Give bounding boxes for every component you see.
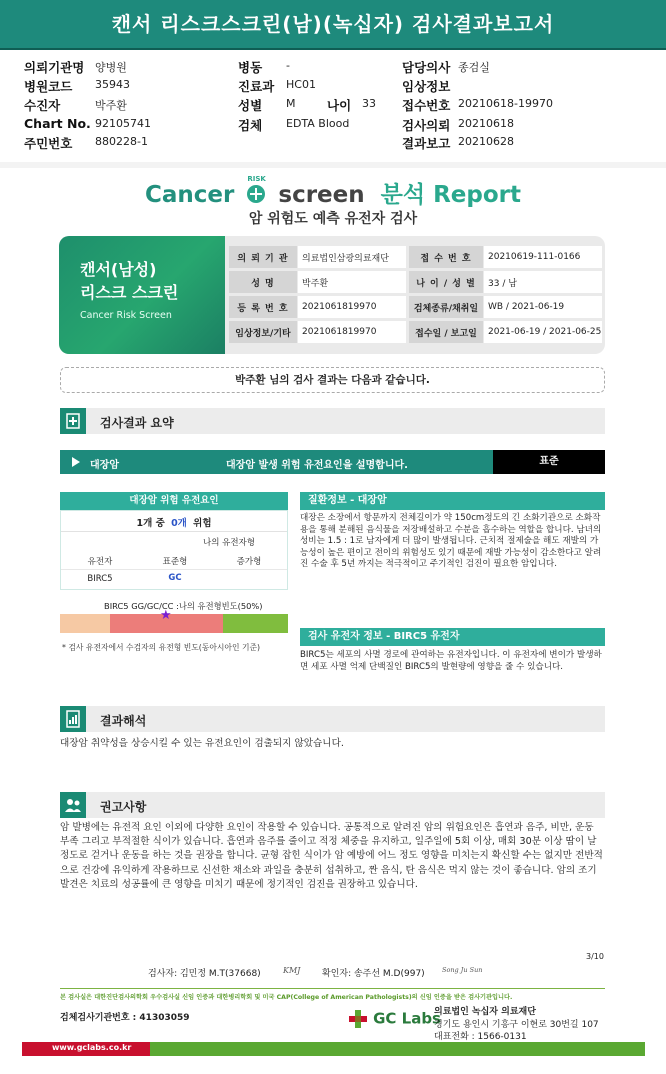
interpretation-text: 대장암 취약성을 상승시킬 수 있는 유전요인이 검출되지 않았습니다. (60, 738, 344, 749)
people-icon (60, 792, 86, 818)
band-cancer-name: 대장암 (90, 460, 119, 471)
logo-screen: screen (278, 182, 365, 208)
card-value-institution: 의료법인삼광의료재단 (298, 246, 406, 268)
value-sex: M (286, 97, 296, 110)
card-value-name: 박주환 (298, 271, 406, 293)
gene-column-label: 유전자 (87, 557, 113, 567)
label-report-date: 결과보고 (402, 136, 451, 151)
logo-risk-icon (246, 175, 266, 204)
value-receipt-no: 20210618-19970 (458, 97, 553, 110)
accreditation-note: 본 검사실은 대한진단검사의학회 우수검사실 신임 인증과 대한병리학회 및 미국 CAP(College of American Pathologists)의 신임 인증을 받은 검사기관입니다. (60, 994, 513, 1001)
disease-info-title: 질환정보 - 대장암 (300, 492, 605, 510)
header-info (0, 50, 666, 162)
card-label-age-sex: 나 이 / 성 별 (409, 271, 483, 293)
section-summary (60, 408, 605, 434)
risk-count-pre: 1개 중 (136, 518, 165, 529)
confirmer-signature: Song Ju Sun (442, 966, 483, 974)
risk-count-post: 위험 (193, 518, 212, 529)
url-band (22, 1042, 150, 1056)
label-resident-no: 주민번호 (24, 136, 73, 151)
value-age: 33 (362, 97, 376, 110)
label-doctor: 담당의사 (402, 60, 451, 75)
card-label-specimen: 검체종류/채취일 (409, 296, 483, 318)
risk-row-divider (61, 569, 287, 570)
card-value-clinical: 2021061819970 (298, 321, 406, 343)
gene-info-text: BIRC5는 세포의 사멸 경로에 관여하는 유전자입니다. 이 유전자에 변이가 발생하면 세포 사멸 억제 단백질인 BIRC5의 발현량에 영향을 줄 수 있습니다. (300, 650, 602, 672)
card-label-institution: 의 뢰 기 관 (229, 246, 297, 268)
risk-count (61, 515, 287, 529)
institution-number: 검체검사기관번호 : 41303059 (60, 1013, 190, 1023)
section-advice (60, 792, 605, 818)
label-ward: 병동 (238, 60, 263, 75)
value-report-date: 20210628 (458, 135, 514, 148)
tester: 검사자: 김민정 M.T(37668) (148, 969, 261, 979)
clipboard-plus-icon (60, 408, 86, 434)
logo-cancer: Cancer (144, 182, 235, 208)
frequency-footnote: * 검사 유전자에서 수검자의 유전형 빈도(동아시아인 기준) (62, 643, 261, 652)
value-request-date: 20210618 (458, 117, 514, 130)
band-description: 대장암 발생 위험 유전요인을 설명합니다. (226, 460, 408, 471)
card-label-receipt: 접 수 번 호 (409, 246, 483, 268)
section-summary-title: 검사결과 요약 (100, 416, 174, 430)
value-resident-no: 880228-1 (95, 135, 148, 148)
website-link[interactable]: www.gclabs.co.kr (52, 1043, 132, 1052)
card-value-dates: 2021-06-19 / 2021-06-25 (484, 321, 602, 343)
star-icon: ★ (160, 608, 172, 623)
result-intro: 박주환 님의 검사 결과는 다음과 같습니다. (60, 367, 605, 393)
org-address: 경기도 용인시 기흥구 이현로 30번길 107 (434, 1020, 599, 1030)
org-phone: 대표전화 : 1566-0131 (434, 1032, 527, 1042)
label-sex: 성별 (238, 98, 263, 113)
genotype-value: GC (168, 573, 182, 583)
label-chart-no: Chart No. (24, 116, 91, 131)
freq-bar-cc (223, 614, 288, 633)
frequency-label: BIRC5 GG/GC/CC :나의 유전형빈도(50%) (104, 601, 263, 611)
card-value-specimen: WB / 2021-06-19 (484, 296, 602, 318)
panel-title-line2: 리스크 스크린 (80, 283, 179, 302)
label-department: 진료과 (238, 79, 275, 94)
cancer-screen-logo (0, 176, 666, 209)
label-request-date: 검사의뢰 (402, 118, 451, 133)
value-hospital-code: 35943 (95, 78, 130, 91)
document-chart-icon (60, 706, 86, 732)
increased-column-label: 증가형 (236, 557, 262, 567)
gene-name: BIRC5 (87, 574, 113, 584)
value-department: HC01 (286, 78, 316, 91)
value-institution: 양병원 (95, 61, 127, 74)
advice-text: 암 발병에는 유전적 요인 이외에 다양한 요인이 작용할 수 있습니다. 공통적으로 알려진 암의 위험요인은 흡연과 음주, 비만, 운동 부족 그리고 부적절한 식이가 있습니다. 흡연과 음주를 줄이고 적정 체중을 유지하고, 일주일에 5회 이상, 매회 30분 이상 땀이 날 정도로 걷거나 운동을 하는 것을 권장을 합니다. 균형 잡힌 식이가 암 예방에 어느 정도 영향을 미치는지 확신할 수는 없지만 전반적으로 건강에 유익하게 작용하므로 신선한 채소와 과일을 충분히 섭취하고, 짠 음식, 탄 음식은 먹지 않는 것이 좋습니다. 암의 조기발견은 치료의 성공률에 큰 영향을 미치기 때문에 정기적인 검진을 권장하고 있습니다. (60, 822, 603, 890)
card-value-receipt: 20210619-111-0166 (484, 246, 602, 268)
report-subtitle: 암 위험도 예측 유전자 검사 (248, 211, 418, 227)
label-clinical-info: 임상정보 (402, 79, 451, 94)
value-doctor: 종검실 (458, 61, 490, 74)
gene-info-title: 검사 유전자 정보 - BIRC5 유전자 (300, 628, 605, 646)
card-label-reg-no: 등 록 번 호 (229, 296, 297, 318)
freq-bar-gg (60, 614, 110, 633)
value-ward: - (286, 59, 290, 72)
risk-count-num: 0개 (171, 518, 187, 529)
report-title: 캔서 리스크스크린(남)(녹십자) 검사결과보고서 (0, 0, 666, 50)
value-chart-no: 92105741 (95, 117, 151, 130)
confirmer: 확인자: 송주선 M.D(997) (322, 969, 425, 979)
label-age: 나이 (327, 98, 352, 113)
label-patient: 수진자 (24, 98, 61, 113)
gc-labs-text: GC Labs (373, 1009, 441, 1028)
panel-title-line1: 캔서(남성) (80, 260, 157, 279)
gc-labs-logo (348, 1008, 441, 1029)
logo-risk: RISK (247, 175, 266, 183)
cancer-band (60, 450, 493, 474)
card-label-name: 성 명 (229, 271, 297, 293)
section-interpretation-title: 결과해석 (100, 714, 147, 728)
card-label-dates: 접수일 / 보고일 (409, 321, 483, 343)
label-receipt-no: 접수번호 (402, 98, 451, 113)
tester-signature: KMJ (283, 966, 301, 975)
card-value-age-sex: 33 / 남 (484, 271, 602, 293)
risk-title: 대장암 위험 유전요인 (60, 492, 288, 510)
section-advice-title: 권고사항 (100, 800, 147, 814)
value-patient: 박주환 (95, 99, 127, 112)
panel-subtitle: Cancer Risk Screen (80, 310, 172, 321)
risk-row-divider (61, 531, 287, 532)
footer-green-band (150, 1042, 645, 1056)
label-specimen: 검체 (238, 118, 263, 133)
disease-info-text: 대장은 소장에서 항문까지 전체길이가 약 150cm정도의 긴 소화기관으로 소화작용을 통해 분해된 음식물을 저장배설하고 수분을 흡수하는 역할을 합니다. 남녀의 성비는 1.5 : 1로 남자에게 더 많이 발생됩니다. 근치적 절제술을 해도 재발의 가능성이 높은 편이고 전이의 위험성도 있기 때문에 재발 가능성이 감소한다고 알려진 수술 후 5년 까지는 적극적이고 주기적인 검진이 필요한 암입니다. (300, 513, 602, 569)
value-specimen: EDTA Blood (286, 117, 350, 130)
standard-column-label: 표준형 (162, 557, 188, 567)
label-institution: 의뢰기관명 (24, 60, 85, 75)
label-hospital-code: 병원코드 (24, 79, 73, 94)
section-interpretation (60, 706, 605, 732)
my-genotype-label: 나의 유전자형 (203, 538, 255, 548)
footer-divider (60, 988, 605, 989)
card-label-clinical: 임상정보/기타 (229, 321, 297, 343)
play-triangle-icon (72, 457, 80, 467)
card-value-reg-no: 2021061819970 (298, 296, 406, 318)
gc-cross-icon (348, 1009, 368, 1029)
band-status: 표준 (493, 450, 605, 474)
page-number: 3/10 (586, 952, 604, 961)
risk-table (60, 510, 288, 590)
logo-analysis-report: 분석 Report (380, 182, 521, 208)
org-name: 의료법인 녹십자 의료재단 (434, 1007, 536, 1017)
